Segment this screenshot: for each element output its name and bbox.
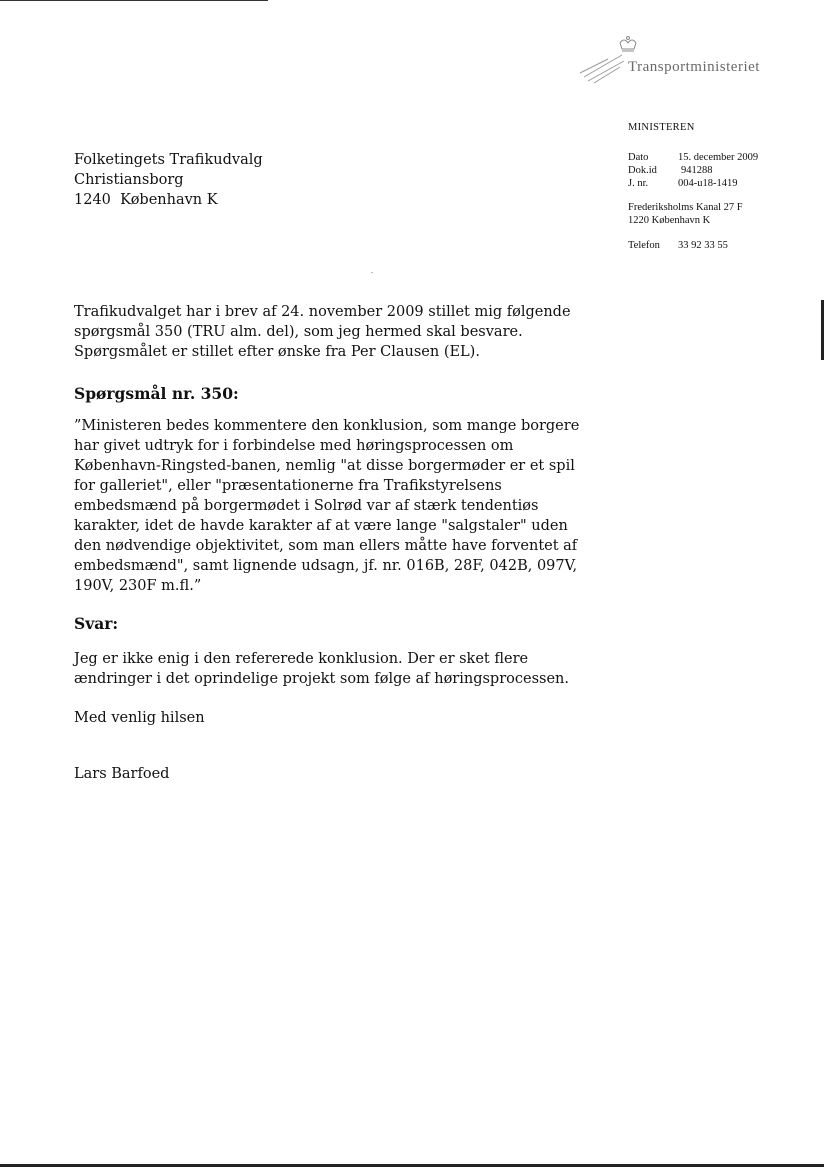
scan-edge-top	[0, 0, 268, 1]
closing-line: Med venlig hilsen	[74, 710, 205, 726]
jnr-value: 004-u18-1419	[678, 178, 738, 189]
recipient-line-1: Folketingets Trafikudvalg	[74, 152, 263, 168]
phone-label: Telefon	[628, 240, 660, 251]
address-line-2: 1220 København K	[628, 215, 711, 226]
letter-body	[74, 302, 594, 784]
question-heading: Spørgsmål nr. 350:	[74, 384, 239, 403]
ministry-name: Transportministeriet	[628, 59, 760, 75]
dokid-row	[628, 164, 808, 177]
ministry-logo	[578, 33, 798, 95]
recipient-line-2: Christiansborg	[74, 172, 184, 188]
recipient-address	[74, 150, 263, 210]
date-label: Dato	[628, 152, 649, 163]
phone-value: 33 92 33 55	[678, 240, 728, 251]
scan-edge-bottom	[0, 1164, 824, 1167]
question-text: ”Ministeren bedes kommentere den konklusion, som mange borgere har givet udtryk for i forbindelse med høringsprocessen om København-Ringsted-banen, nemlig "at disse borgermøder er et spil for galleriet", eller "præsentationerne fra Trafikstyrelsens embedsmænd på borgermødet i Solrød var af stærk tendentiøs karakter, idet de havde karakter af at være lange "salgstaler" uden den nødvendige objektivitet, som man ellers måtte have forventet af embedsmænd", samt lignende udsagn, jf. nr. 016B, 28F, 042B, 097V, 190V, 230F m.fl.”	[74, 418, 580, 594]
letter-meta-sidebar	[628, 121, 808, 252]
address-line-1: Frederiksholms Kanal 27 F	[628, 202, 743, 213]
intro-paragraph: Trafikudvalget har i brev af 24. november 2009 stillet mig følgende spørgsmål 350 (TRU alm. del), som jeg hermed skal besvare. Spørgsmålet er stillet efter ønske fra Per Clausen (EL).	[74, 304, 571, 360]
date-row	[628, 151, 808, 164]
date-value: 15. december 2009	[678, 152, 759, 163]
answer-text: Jeg er ikke enig i den refererede konklusion. Der er sket flere ændringer i det oprindelige projekt som følge af høringsprocessen.	[74, 651, 569, 687]
jnr-label: J. nr.	[628, 178, 649, 189]
dokid-label: Dok.id	[628, 165, 657, 176]
signature-name: Lars Barfoed	[74, 766, 170, 782]
dokid-value: 941288	[681, 165, 713, 176]
recipient-line-3: 1240 København K	[74, 192, 218, 208]
jnr-row	[628, 177, 808, 190]
scan-speck	[371, 272, 373, 273]
sender-address	[628, 201, 808, 227]
phone-row	[628, 239, 808, 252]
sender-title: MINISTEREN	[628, 122, 695, 133]
answer-heading: Svar:	[74, 614, 119, 633]
